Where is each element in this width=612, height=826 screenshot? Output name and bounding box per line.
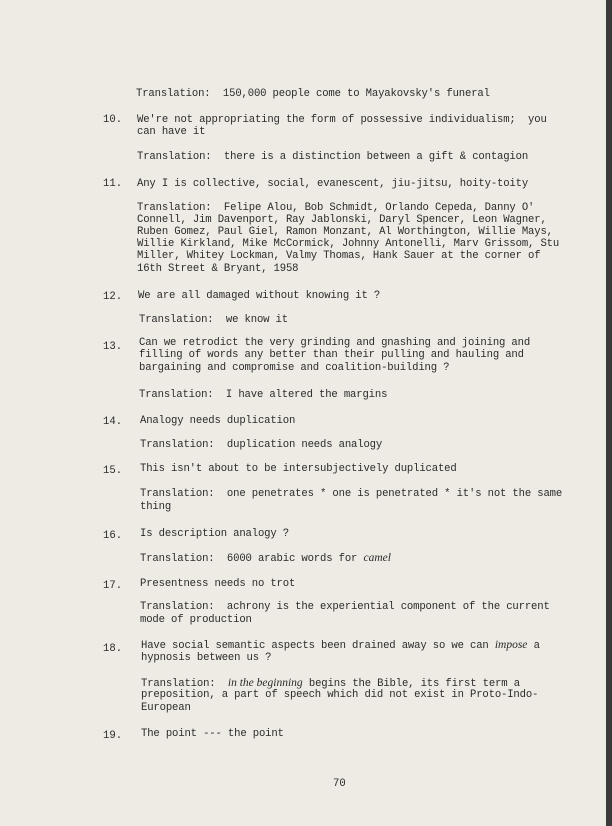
item-10-text-line-2: can have it xyxy=(137,126,206,138)
scan-edge xyxy=(606,0,612,826)
item-15-text: This isn't about to be intersubjectively duplicated xyxy=(140,463,457,475)
item-11-translation-line-1: Translation: Felipe Alou, Bob Schmidt, Orlando Cepeda, Danny O' xyxy=(137,202,535,214)
item-16-translation xyxy=(140,552,391,566)
item-18-translation-prefix: Translation: xyxy=(141,678,228,690)
item-11-translation-line-3: Ruben Gomez, Paul Giel, Ramon Monzant, Al Worthington, Willie Mays, xyxy=(137,226,553,238)
item-15-translation-line-2: thing xyxy=(140,501,172,513)
item-number-12: 12. xyxy=(103,291,123,303)
item-10-translation: Translation: there is a distinction between a gift & contagion xyxy=(137,151,529,163)
item-number-11: 11. xyxy=(103,178,123,190)
item-18-translation-line-2: preposition, a part of speech which did not exist in Proto-Indo- xyxy=(141,689,539,701)
item-13-text-line-2: filling of words any better than their pulling and hauling and xyxy=(139,349,524,361)
item-13-text-line-3: bargaining and compromise and coalition-building ? xyxy=(139,362,450,374)
item-number-16: 16. xyxy=(103,530,123,542)
item-18-translation-italic: in the beginning xyxy=(227,677,303,689)
item-number-13: 13. xyxy=(103,341,123,353)
item-16-translation-prefix: Translation: 6000 arabic words for xyxy=(140,553,364,565)
item-number-10: 10. xyxy=(103,114,123,126)
item-number-18: 18. xyxy=(103,643,123,655)
item-15-translation-line-1: Translation: one penetrates * one is penetrated * it's not the same xyxy=(140,488,563,500)
page-number: 70 xyxy=(333,778,346,790)
item-13-text-line-1: Can we retrodict the very grinding and gnashing and joining and xyxy=(139,337,531,349)
item-14-translation: Translation: duplication needs analogy xyxy=(140,439,383,451)
item-11-translation-line-4: Willie Kirkland, Mike McCormick, Johnny Antonelli, Marv Grissom, Stu xyxy=(137,238,560,250)
item-number-17: 17. xyxy=(103,580,123,592)
item-11-text: Any I is collective, social, evanescent, jiu-jitsu, hoity-toity xyxy=(137,178,529,190)
item-17-translation-line-2: mode of production xyxy=(140,614,252,626)
item-number-15: 15. xyxy=(103,465,123,477)
item-11-translation-line-6: 16th Street & Bryant, 1958 xyxy=(137,263,299,275)
item-11-translation-line-2: Connell, Jim Davenport, Ray Jablonski, Daryl Spencer, Leon Wagner, xyxy=(137,214,547,226)
item-18-text-line-2: hypnosis between us ? xyxy=(141,652,272,664)
item-17-translation-line-1: Translation: achrony is the experiential component of the current xyxy=(140,601,550,613)
item-14-text: Analogy needs duplication xyxy=(140,415,296,427)
intro-translation: Translation: 150,000 people come to Mayakovsky's funeral xyxy=(136,88,490,100)
item-11-translation-line-5: Miller, Whitey Lockman, Valmy Thomas, Hank Sauer at the corner of xyxy=(137,250,541,262)
item-18-text-line-1 xyxy=(141,639,540,653)
item-17-text: Presentness needs no trot xyxy=(140,578,296,590)
item-18-text-italic: impose xyxy=(494,639,528,651)
item-18-translation-line-3: European xyxy=(141,702,191,714)
item-18-text-b: a xyxy=(527,640,540,652)
item-number-19: 19. xyxy=(103,730,123,742)
item-16-text: Is description analogy ? xyxy=(140,528,289,540)
item-16-translation-italic: camel xyxy=(363,552,391,564)
item-10-text-line-1: We're not appropriating the form of possessive individualism; you xyxy=(137,114,547,126)
item-18-translation-rest: begins the Bible, its first term a xyxy=(302,678,520,690)
item-12-text: We are all damaged without knowing it ? xyxy=(138,290,381,302)
item-18-text-a: Have social semantic aspects been drained away so we can xyxy=(141,640,495,652)
item-13-translation: Translation: I have altered the margins xyxy=(139,389,388,401)
item-19-text: The point --- the point xyxy=(141,728,284,740)
item-12-translation: Translation: we know it xyxy=(139,314,288,326)
item-number-14: 14. xyxy=(103,416,123,428)
